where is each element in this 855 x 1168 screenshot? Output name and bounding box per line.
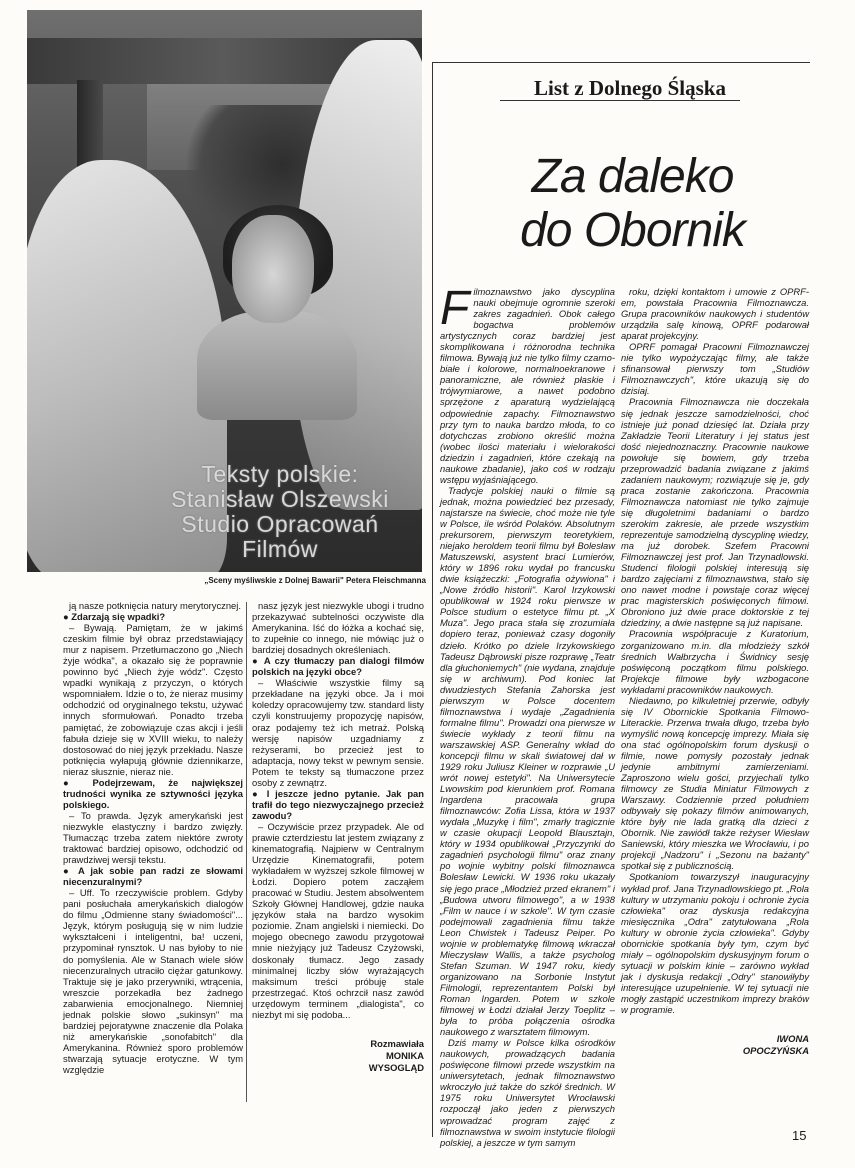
article-signature [621,1033,809,1057]
article-paragraph: roku, dzięki kontaktom i umowie z OPRF-em, powstała Pracownia Filmoznawcza. Grupa pracowników naukowych i studentów urządziła salę kinową, OPRF podarował aparat projekcyjny. [621,286,809,342]
interview-answer: – Właściwie wszystkie filmy są przekładane na języki obce. Ja i moi koledzy opracowujemy tzw. standard listy czyli konstruujemy propozycję napisów, oraz podajemy też ich metraż. Polską wersję napisów uzgadniamy z reżyserami, bo przecież jest to adaptacja, nowy tekst w pewnym sensie. Potem te teksty są tłumaczone przez osoby z zewnątrz. [252,677,424,788]
photo-woman-shoulders [197,310,357,420]
article-paragraph: Pracownia Filmoznawcza nie doczekała się jednak jeszcze samodzielności, choć istnieje już ponad dziesięć lat. Działa przy Zakładzie Teorii Literatury i jej status jest dość niejednoznaczny. Pracownie naukowe powołuje się bowiem, gdy trzeba przeprowadzić badania związane z jakimś zadaniem naukowym; rozwiązuje się je, gdy praca zostanie zakończona. Pracownia Filmoznawcza natomiast nie tylko zajmuje się długoletnimi badaniami o bardzo szerokim zakresie, ale przede wszystkim reprezentuje samodzielną dyscyplinę wiedzy, ma już dorobek. Szefem Pracowni Filmoznawczej jest prof. Jan Trzynadlowski. Studenci filologii polskiej interesują się bardzo zajęciami z filmoznawstwa, stało się ono nawet modne i powstaje coraz więcej prac magisterskich poświęconych filmowi. Obroniono już dwie prace doktorskie z tej dziedziny, a dwie następne są już napisane. [621,396,809,629]
article-paragraph: Niedawno, po kilkuletniej przerwie, odbyły się IV Obornickie Spotkania Filmowo-Literackie. Przerwa trwała długo, trzeba było wymyślić nową koncepcję imprezy. Miała się ona stać ogólnopolskim forum dyskusji o filmie, nowe pomysły pozostały jednak jedynie ambitnymi zamierzeniami. Zaproszono wielu gości, przyjechali tylko filmowcy ze Studia Miniatur Filmowych z Warszawy. Codziennie przed południem odbywały się pokazy filmów animowanych, które były nie lada gratką dla dzieci z Obornik. Nie zawiódł także reżyser Wiesław Saniewski, który mieszka we Wrocławiu, i po projekcji „Nadzoru" i „Sezonu na bażanty" spotkał się z publicznością. [621,694,809,872]
article-paragraph: Dziś mamy w Polsce kilka ośrodków naukowych, prowadzących badania poświęcone filmowi przede wszystkim na uniwersytetach, jednak filmoznawstwo wkroczyło już także do szkół średnich. W 1975 roku Uniwersytet Wrocławski rozpoczął jako jeden z pierwszych wprowadzać program zajęć z filmoznawstwa w swoim instytucie filologii polskiej, a jeszcze w tym samym [440,1037,615,1148]
interview-signature [252,1038,424,1074]
interview-answer: ją nasze potknięcia natury merytorycznej. [69,600,241,611]
article-paragraph: Pracownia współpracuje z Kuratorium, zorganizowano m.in. dla młodzieży szkół średnich Wałbrzycha i Świdnicy sesję poświęconą początkom filmu polskiego. Projekcje filmowe były wzbogacone wykładami pracowników naukowych. [621,628,809,695]
article-signature-line: OPOCZYŃSKA [742,1045,809,1057]
photo-woman-face [232,215,314,323]
page-number: 15 [792,1128,807,1143]
article-paragraph: Spotkaniom towarzyszył inauguracyjny wykład prof. Jana Trzynadlowskiego pt. „Rola kultury w utrzymaniu pokoju i ochronie życia człowieka" oraz dyskusja redakcyjna miesięcznika „Odra" zatytułowana „Rola kultury w obronie życia człowieka". Gdyby obornickie spotkania były tym, czym być miały – ogólnopolskim dyskusyjnym forum o sytuacji w polskim kinie – zarówno wykład jak i dyskusja redakcji „Odry" stanowiłyby interesujące uzupełnienie. W tej sytuacji nie mogły zastąpić uczestnikom imprezy braków w programie. [621,871,809,1016]
drop-cap: F [440,282,470,335]
film-still-photo [27,10,422,572]
rubric-underline [500,100,740,101]
interview-question: ● Podejrzewam, że największej trudności wynika ze sztywności języka polskiego. [63,777,243,810]
article-title [460,150,805,258]
interview-column-1 [63,600,243,1075]
interview-signature-line: WYSOGLĄD [368,1061,424,1073]
article-frame-top [432,62,810,63]
article-paragraph: Tradycje polskiej nauki o filmie są jednak, można powiedzieć bez przesady, najstarsze na świecie, choć może nie tyle w Polsce, ile wśród Polaków. Absolutnym prekursorem, pierwszym teoretykiem, niejako heroldem teorii filmu był Bolesław Matuszewski, asystent braci Lumierów, który w 1896 roku wydał po francusku dwie książeczki: „Fotografia ożywiona" i „Nowe źródło historii". Karol Irzykowski opublikował w 1924 roku pierwsze w Polsce studium o estetyce filmu pt. „X Muza". Jego praca stała się zrozumiała dopiero teraz, ponieważ czasy dogoniły dzieło. Krótko po dziele Irzykowskiego Tadeusz Dąbrowski pisze rozprawę „Teatr dla głuchoniemych" (nie wydana, znajduje się w archiwum). Pod koniec lat dwudziestych Stefania Zahorska jest pierwszym w Polsce docentem filmoznawstwa i wydaje „Zagadnienia formalne filmu". Prowadzi ona pierwsze w świecie wykłady z teorii filmu na warszawskiej ASP. Generalny wkład do koncepcji filmu w skali światowej dał w 1929 roku Juliusz Kleiner w rozprawie „U wrót nowej estetyki". Na Uniwersytecie Lwowskim pod kierunkiem prof. Romana Ingardena pracowała grupa filmoznawców: Zofia Lissa, która w 1937 wydała „Muzykę i film", zmarły tragicznie w czasie okupacji Leopold Blausztajn, który w 1934 opublikował „Przyczynki do zagadnień psychologii filmu" oraz znany po wojnie wybitny polski filmoznawca Bolesław Lewicki. W 1936 roku ukazały się jego prace „Młodzież przed ekranem" i „Budowa utworu filmowego", a w 1938 „Film w nauce i w szkole". W tym czasie podejmowali zagadnienia filmu także Leon Chwistek i Tadeusz Peiper. Po wojnie w problematykę filmową wkraczał Mieczysław Wallis, a także psycholog Stefan Szuman. W 1947 roku, kiedy organizowano na Sorbonie Instytut Filmologii, reprezentantem Polski był Roman Ingarden. Potem w szkole filmowej w Łodzi działał Jerzy Toeplitz – była to próba połączenia ośrodka naukowego z warsztatem filmowym. [440,484,615,1038]
credits-line-2: Stanisław Olszewski [171,486,389,512]
article-signature-line: IWONA [776,1033,809,1045]
interview-answer: – Uff. To rzeczywiście problem. Gdyby pani posłuchała amerykańskich dialogów do filmu „Odmienne stany świadomości"... Język, którym posługują się w nim ludzie wykształceni i inteligentni, ba! uczeni, przypominał rynsztok. U nas byłoby to nie do pomyślenia. Ale w Stanach wiele słów niecenzuralnych utraciło ciężar gatunkowy. Traktuje się je jako przerywniki, wtrącenia, wreszcie porzekadła bez żadnego zabarwienia emocjonalnego. Niemniej jednak polskie słowo „sukinsyn" ma bardziej pejoratywne znaczenie dla Polaka niż amerykańskie „sonofabitch" dla Amerykanina. Również sporo problemów stwarzają sytuacje erotyczne. W tym względzie [63,887,243,1075]
article-paragraph: OPRF pomagał Pracowni Filmoznawczej nie tylko wypożyczając filmy, ale także sfinansował pierwszy tom „Studiów Filmoznawczych", które ukazują się do dzisiaj. [621,341,809,397]
interview-question: ● A czy tłumaczy pan dialogi filmów polskich na języki obce? [252,655,424,677]
article-paragraph: Filmoznawstwo jako dyscyplina nauki obejmuje ogromnie szeroki zakres zagadnień. Obok całego bogactwa problemów artystycznych coraz bardziej jest skomplikowana i różnorodna technika filmowa. Bywają już nie tylko filmy czarno-białe i kolorowe, normalnoekranowe i panoramiczne, ale również płaskie i trójwymiarowe, a nawet podobno sprzężone z aparaturą wydzielającą odpowiednie zapachy. Filmoznawstwo przy tym to nauka bardzo młoda, to co dotychczas zrobiono określić można (wobec ilości materiału i wielorakości dziedzin i zagadnień, które czekają na naukowe zbadanie), jako coś w rodzaju wstępu wyjaśniającego. [440,282,615,485]
article-column-2 [621,286,809,1057]
title-line-2: do Obornik [520,204,745,257]
interview-signature-line: Rozmawiała [370,1037,424,1049]
interview-answer: – Oczywiście przez przypadek. Ale od prawie czterdziestu lat jestem związany z kinematografią. Najpierw w Centralnym Urzędzie Kinematografii, potem wykładałem w wyższej szkole filmowej w Łodzi. Dopiero potem zacząłem pracować w Studiu. Jestem absolwentem Szkoły Głównej Handlowej, gdzie nauka języków stała na bardzo wysokim poziomie. Znam angielski i niemiecki. Do mojego obecnego zawodu przygotował mnie nieżyjący już Tadeusz Czyżowski, doskonały tłumacz. Jego zasady minimalnej liczby słów wyrażających maksimum treści próbuję stale przestrzegać. Ktoś ochrzcił nasz zawód urzędowym terminem „dialogista", co niezbyt mi się podoba... [252,820,424,1020]
column-divider [246,602,247,1102]
interview-question: ● Zdarzają się wpadki? [63,611,243,622]
article-column-1 [440,282,615,1148]
photo-caption: „Sceny myśliwskie z Dolnej Bawarii" Petera Fleischmanna [204,576,426,585]
interview-answer: nasz język jest niezwykle ubogi i trudno przekazywać subtelności oczywiste dla Amerykanina. Iść do łóżka a kochać się, to zupełnie co innego, nie mówiąc już o bardziej dosadnych określeniach. [252,600,424,656]
article-frame-left [432,62,433,1137]
photo-credits [145,462,415,562]
interview-answer: – Bywają. Pamiętam, że w jakimś czeskim filmie był obraz przedstawiający mur z napisem. Przetłumaczono go „Niech żyje wódka", a okazało się że poprawnie powinno być „Niech żyje wódz". Często wpadki wynikają z przyczyn, o których wspomniałem. Idzie o to, że nieraz musimy odchodzić od oryginalnego tekstu, używać innych sformułowań. Ponadto trzeba pamiętać, że zobowiązuje czas akcji i jeśli fabuła dzieje się w XVIII wieku, to należy dostosować do niej język przekładu. Nasze potknięcia wyłapują głównie dziennikarze, nieraz słusznie, nieraz nie. [63,622,243,777]
title-line-1: Za daleko [531,150,734,203]
interview-column-2 [252,600,424,1074]
interview-question: ● A jak sobie pan radzi ze słowami niecenzuralnymi? [63,865,243,887]
credits-line-3: Studio Opracowań Filmów [181,511,379,562]
interview-question: ● I jeszcze jedno pytanie. Jak pan trafił do tego niezwyczajnego przecież zawodu? [252,788,424,821]
interview-answer: – To prawda. Język amerykański jest niezwykle elastyczny i bardzo zwięzły. Tłumacząc trzeba zatem niektóre zwroty traktować bardziej opisowo, odchodzić od prawdziwej wersji tekstu. [63,809,243,866]
section-rubric: List z Dolnego Śląska [534,76,726,100]
credits-line-1: Teksty polskie: [201,461,359,487]
interview-signature-line: MONIKA [385,1049,424,1061]
